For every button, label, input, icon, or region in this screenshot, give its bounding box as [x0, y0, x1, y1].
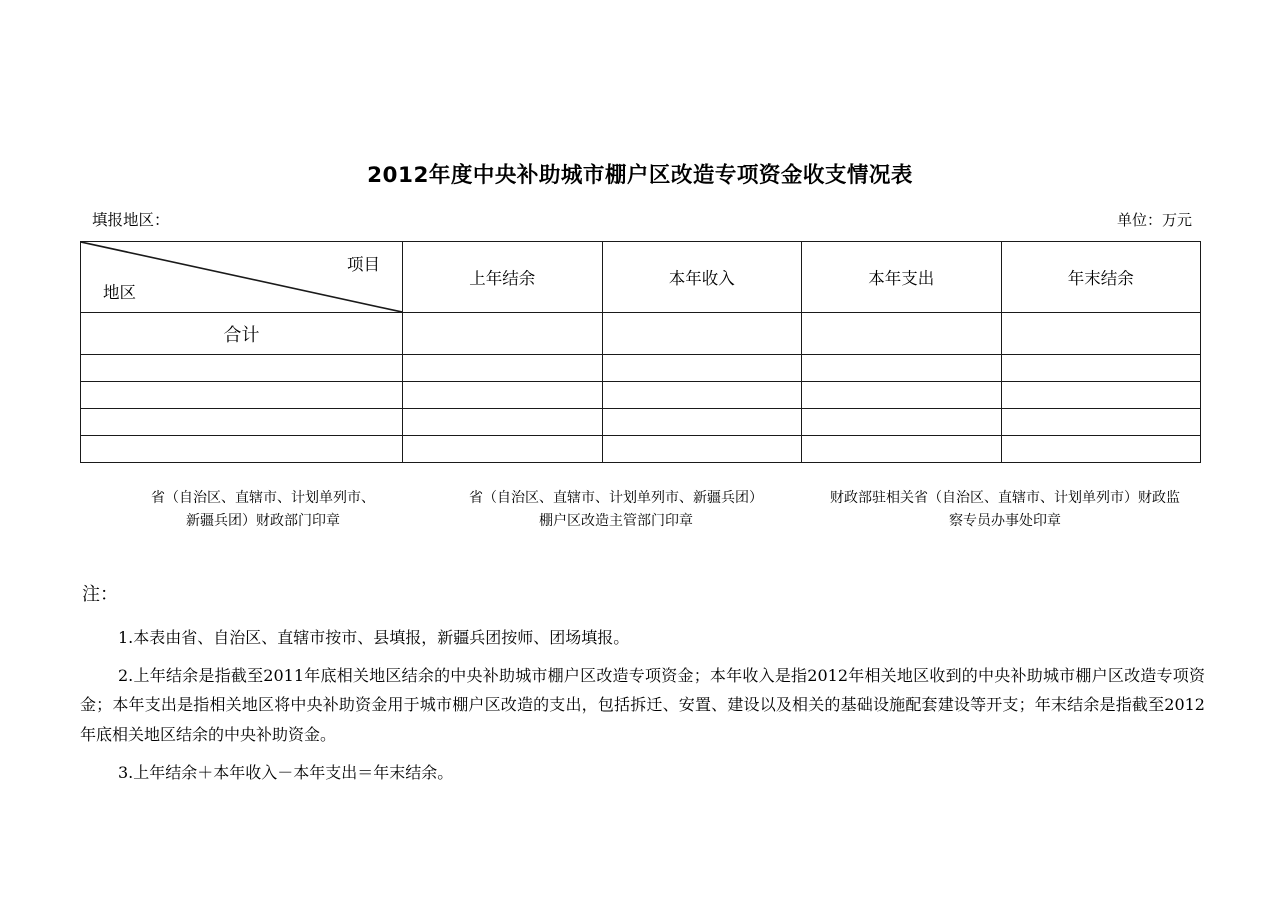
- stamp-captions: [80, 487, 1210, 533]
- cell-year-end-balance[interactable]: [1001, 436, 1201, 463]
- cell-prev-year-balance[interactable]: [403, 355, 603, 382]
- note-item-2: 2.上年结余是指截至2011年底相关地区结余的中央补助城市棚户区改造专项资金；本年收入是指2012年相关地区收到的中央补助城市棚户区改造专项资金；本年支出是指相关地区将中央补助资金用于城市棚户区改造的支出，包括拆迁、安置、建设以及相关的基础设施配套建设等开支；年末结余是指截至2012年底相关地区结余的中央补助资金。: [80, 665, 1205, 745]
- page-title: 2012年度中央补助城市棚户区改造专项资金收支情况表: [367, 163, 913, 188]
- finance-table-container: [80, 241, 1200, 463]
- table-row-total: [81, 313, 1201, 355]
- table-row: [81, 355, 1201, 382]
- table-row: [81, 436, 1201, 463]
- finance-table: [80, 241, 1201, 463]
- note-item-3: 3.上年结余＋本年收入－本年支出＝年末结余。: [118, 762, 454, 782]
- note-item-1: 1.本表由省、自治区、直辖市按市、县填报，新疆兵团按师、团场填报。: [118, 628, 630, 648]
- cell-current-year-income[interactable]: [602, 436, 802, 463]
- cell-current-year-expense[interactable]: [802, 409, 1002, 436]
- notes-section: [80, 578, 1205, 795]
- diagonal-header-cell: [81, 242, 403, 313]
- cell-year-end-balance[interactable]: [1001, 409, 1201, 436]
- cell-total-current-year-income[interactable]: [602, 313, 802, 355]
- cell-current-year-expense[interactable]: [802, 355, 1002, 382]
- notes-title: 注：: [82, 584, 118, 605]
- cell-year-end-balance[interactable]: [1001, 382, 1201, 409]
- table-header-row: [81, 242, 1201, 313]
- stamp-caption-line: 棚户区改造主管部门印章: [539, 513, 693, 530]
- unit-label: 单位：万元: [1116, 211, 1192, 229]
- header-region-label: 地区: [103, 283, 136, 302]
- table-row: [81, 382, 1201, 409]
- cell-year-end-balance[interactable]: [1001, 355, 1201, 382]
- column-header-current-year-income: 本年收入: [602, 242, 802, 313]
- cell-current-year-expense[interactable]: [802, 436, 1002, 463]
- cell-total-prev-year-balance[interactable]: [403, 313, 603, 355]
- stamp-caption-line: 省（自治区、直辖市、计划单列市、: [151, 490, 375, 506]
- form-subheader: [92, 208, 1192, 230]
- cell-region-name[interactable]: [81, 436, 403, 463]
- stamp-caption-line: 省（自治区、直辖市、计划单列市、新疆兵团）: [469, 490, 763, 506]
- cell-current-year-income[interactable]: [602, 382, 802, 409]
- cell-region-name[interactable]: [81, 382, 403, 409]
- cell-total-current-year-expense[interactable]: [802, 313, 1002, 355]
- cell-prev-year-balance[interactable]: [403, 436, 603, 463]
- column-header-prev-year-balance: 上年结余: [403, 242, 603, 313]
- stamp-caption-supervision-office: [800, 487, 1210, 533]
- stamp-caption-shantytown-authority: [446, 487, 786, 533]
- cell-current-year-income[interactable]: [602, 409, 802, 436]
- stamp-caption-line: 财政部驻相关省（自治区、直辖市、计划单列市）财政监: [830, 490, 1180, 506]
- column-header-current-year-expense: 本年支出: [802, 242, 1002, 313]
- stamp-caption-line: 察专员办事处印章: [949, 513, 1061, 530]
- stamp-caption-line: 新疆兵团）财政部门印章: [186, 513, 340, 530]
- cell-current-year-expense[interactable]: [802, 382, 1002, 409]
- header-item-label: 项目: [347, 255, 380, 274]
- column-header-year-end-balance: 年末结余: [1001, 242, 1201, 313]
- cell-region-name[interactable]: [81, 355, 403, 382]
- row-label-total: 合计: [81, 313, 403, 355]
- cell-region-name[interactable]: [81, 409, 403, 436]
- table-row: [81, 409, 1201, 436]
- cell-prev-year-balance[interactable]: [403, 382, 603, 409]
- cell-prev-year-balance[interactable]: [403, 409, 603, 436]
- stamp-caption-finance-department: [98, 487, 428, 533]
- cell-total-year-end-balance[interactable]: [1001, 313, 1201, 355]
- cell-current-year-income[interactable]: [602, 355, 802, 382]
- reporting-region-label: 填报地区：: [92, 211, 170, 229]
